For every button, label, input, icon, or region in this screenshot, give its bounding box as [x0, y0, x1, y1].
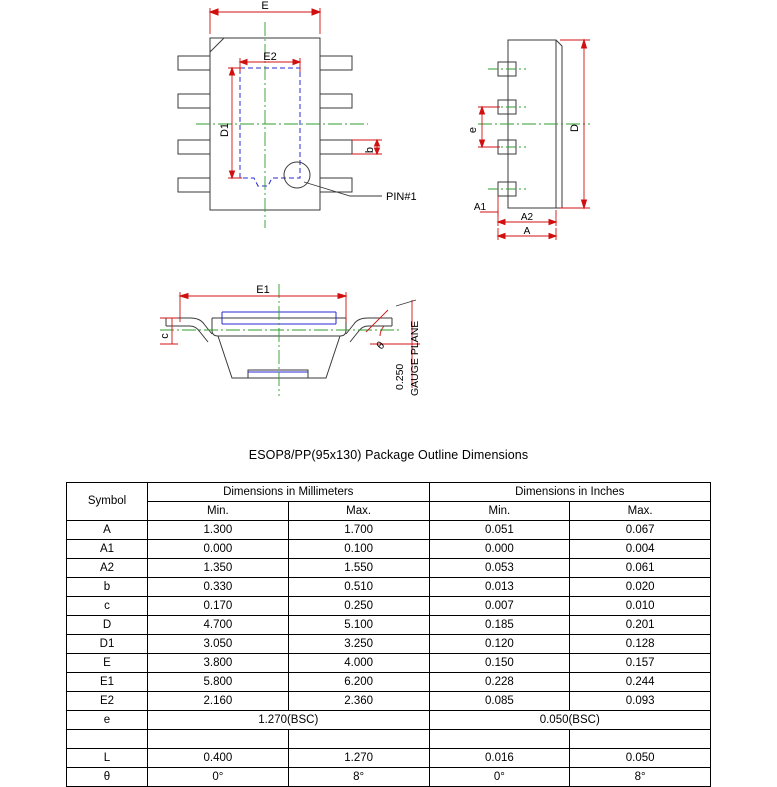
cell-symbol: E	[67, 654, 148, 673]
cell-mm-max: 1.270	[288, 749, 429, 768]
table-row-pitch	[67, 711, 711, 730]
cell-mm-max: 1.550	[288, 559, 429, 578]
cell-symbol: D	[67, 616, 148, 635]
dim-label-theta: θ	[374, 339, 388, 353]
table-row	[67, 616, 711, 635]
cell-symbol: b	[67, 578, 148, 597]
cell-symbol: A2	[67, 559, 148, 578]
cell-symbol: E1	[67, 673, 148, 692]
dim-label-E1: E1	[256, 284, 270, 296]
cell-mm-min: 0.400	[148, 749, 289, 768]
cell-mm-min: 0.000	[148, 540, 289, 559]
cell-symbol: A1	[67, 540, 148, 559]
cell-mm-min: 0°	[148, 768, 289, 787]
dim-label-e: e	[467, 126, 479, 134]
cell-mm-max: 0.100	[288, 540, 429, 559]
cell-in-min: 0.185	[429, 616, 570, 635]
cell-mm-max: 0.510	[288, 578, 429, 597]
cell-mm-min: 4.700	[148, 616, 289, 635]
cell-mm-max	[288, 730, 429, 749]
column-group-millimeters: Dimensions in Millimeters	[148, 483, 430, 502]
cell-in-pitch: 0.050(BSC)	[429, 711, 711, 730]
cell-symbol: c	[67, 597, 148, 616]
top-view	[178, 8, 382, 228]
cell-in-min: 0°	[429, 768, 570, 787]
dim-label-c: c	[159, 333, 171, 339]
dim-label-D: D	[569, 124, 581, 132]
table-row	[67, 578, 711, 597]
table-row	[67, 521, 711, 540]
cell-in-max: 0.020	[570, 578, 711, 597]
column-header-symbol: Symbol	[67, 483, 148, 521]
cell-mm-min: 1.350	[148, 559, 289, 578]
cell-in-max: 0.004	[570, 540, 711, 559]
table-header-row-2	[67, 502, 711, 521]
side-view	[478, 40, 590, 240]
cell-in-max: 8°	[570, 768, 711, 787]
dim-label-A2: A2	[520, 212, 534, 223]
cell-mm-min: 1.300	[148, 521, 289, 540]
dim-label-A: A	[523, 226, 531, 237]
cell-mm-max: 5.100	[288, 616, 429, 635]
cell-in-min: 0.007	[429, 597, 570, 616]
cell-mm-max: 1.700	[288, 521, 429, 540]
dim-label-E2: E2	[263, 51, 277, 63]
cell-in-max: 0.061	[570, 559, 711, 578]
cell-mm-max: 0.250	[288, 597, 429, 616]
table-row	[67, 540, 711, 559]
cell-in-min: 0.228	[429, 673, 570, 692]
column-header-in-min: Min.	[429, 502, 570, 521]
cell-mm-max: 6.200	[288, 673, 429, 692]
table-row	[67, 635, 711, 654]
front-view	[160, 284, 420, 396]
table-caption: ESOP8/PP(95x130) Package Outline Dimensions	[248, 448, 529, 462]
cell-in-min: 0.085	[429, 692, 570, 711]
table-row	[67, 692, 711, 711]
cell-mm-max: 2.360	[288, 692, 429, 711]
cell-symbol: e	[67, 711, 148, 730]
cell-in-max: 0.128	[570, 635, 711, 654]
table-row-blank	[67, 730, 711, 749]
cell-in-min	[429, 730, 570, 749]
gauge-value-label: 0.250	[394, 363, 406, 390]
cell-in-min: 0.053	[429, 559, 570, 578]
cell-mm-pitch: 1.270(BSC)	[148, 711, 430, 730]
cell-in-min: 0.120	[429, 635, 570, 654]
cell-symbol: A	[67, 521, 148, 540]
cell-in-max	[570, 730, 711, 749]
cell-mm-min: 2.160	[148, 692, 289, 711]
cell-in-min: 0.016	[429, 749, 570, 768]
cell-in-max: 0.201	[570, 616, 711, 635]
table-row	[67, 673, 711, 692]
cell-in-min: 0.000	[429, 540, 570, 559]
gauge-plane-label: GAUGE PLANE	[409, 320, 421, 396]
cell-in-max: 0.244	[570, 673, 711, 692]
cell-in-min: 0.013	[429, 578, 570, 597]
table-row	[67, 654, 711, 673]
cell-in-min: 0.051	[429, 521, 570, 540]
cell-symbol: D1	[67, 635, 148, 654]
pin1-label: PIN#1	[386, 191, 417, 203]
cell-symbol	[67, 730, 148, 749]
dim-label-b: b	[364, 146, 376, 154]
column-group-inches: Dimensions in Inches	[429, 483, 711, 502]
column-header-in-max: Max.	[570, 502, 711, 521]
dim-label-D1: D1	[219, 122, 231, 138]
cell-mm-max: 4.000	[288, 654, 429, 673]
cell-mm-min: 3.800	[148, 654, 289, 673]
dimensions-table	[66, 482, 711, 787]
cell-mm-min: 5.800	[148, 673, 289, 692]
cell-in-min: 0.150	[429, 654, 570, 673]
cell-mm-max: 3.250	[288, 635, 429, 654]
cell-symbol: θ	[67, 768, 148, 787]
cell-mm-min: 3.050	[148, 635, 289, 654]
cell-mm-max: 8°	[288, 768, 429, 787]
cell-in-max: 0.010	[570, 597, 711, 616]
cell-mm-min: 0.330	[148, 578, 289, 597]
cell-symbol: L	[67, 749, 148, 768]
cell-mm-min	[148, 730, 289, 749]
dim-label-E: E	[261, 0, 269, 12]
table-row	[67, 768, 711, 787]
table-row	[67, 559, 711, 578]
dim-label-A1: A1	[473, 202, 487, 213]
cell-in-max: 0.093	[570, 692, 711, 711]
cell-in-max: 0.050	[570, 749, 711, 768]
table-header-row-1	[67, 483, 711, 502]
column-header-mm-max: Max.	[288, 502, 429, 521]
table-row	[67, 597, 711, 616]
column-header-mm-min: Min.	[148, 502, 289, 521]
cell-in-max: 0.157	[570, 654, 711, 673]
cell-in-max: 0.067	[570, 521, 711, 540]
cell-mm-min: 0.170	[148, 597, 289, 616]
cell-symbol: E2	[67, 692, 148, 711]
